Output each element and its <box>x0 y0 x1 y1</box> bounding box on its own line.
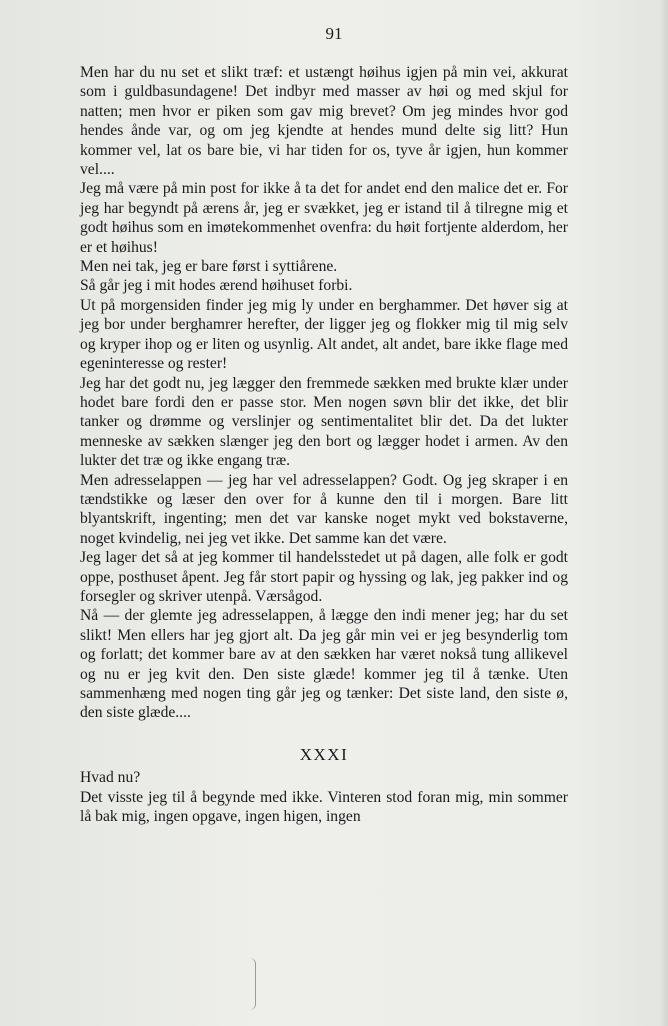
paragraph: Jeg lager det så at jeg kommer til handelsstedet ut på dagen, alle folk er godt oppe, posthuset åpent. Jeg får stort papir og hyssing og lak, jeg pakker ind og forsegler og skriver utenpå. Værsågod. <box>80 549 568 605</box>
paragraph: Ut på morgensiden finder jeg mig ly under en berghammer. Det høver sig at jeg bor under berghamrer herefter, der ligger jeg og flokker mig til mig selv og kryper ihop og er liten og usynlig. Alt andet, alt andet, bare ikke flage med egeninteresse og rester! <box>80 296 568 373</box>
paragraph: Det visste jeg til å begynde med ikke. Vinteren stod foran mig, min sommer lå bak mig, ingen opgave, ingen higen, ingen <box>80 788 568 826</box>
paragraph: Nå — der glemte jeg adresselappen, å lægge den indi mener jeg; har du set slikt! Men ellers har jeg gjort alt. Da jeg går min vei er jeg besynderlig tom og forlatt; det kommer bare av at den sækken har været nokså tung allikevel og nu er jeg kvit den. Den siste glæde! kommer jeg til å tænke. Uten sammenhæng med nogen ting går jeg og tænker: Det siste land, den siste ø, den siste glæde.... <box>80 607 568 722</box>
page-edge-shadow <box>660 0 668 1026</box>
page-tab-mark <box>250 958 256 1010</box>
paragraph: Jeg har det godt nu, jeg lægger den fremmede sækken med brukte klær under hodet bare fordi den er passe stor. Men nogen søvn blir det ikke, det blir tanker og drømme og verslinjer og sentimentalitet blir det. Da det lukter menneske av sækken slænger jeg den bort og lægger hodet i armen. Av den lukter det træ og ikke engang træ. <box>80 374 568 470</box>
paragraph: Hvad nu? <box>80 769 141 787</box>
paragraph: Men har du nu set et slikt træf: et ustængt høihus igjen på min vei, akkurat som i guldbasundagene! Det indbyr med masser av høi og med skjul for natten; men hvor er piken som gav mig brevet? Om jeg mindes hvor god hendes ånde var, og om jeg kjendte at hendes mund delte sig litt? Hun kommer vel, lat os bare bie, vi har tiden for os, tyve år igjen, hun kommer vel.... <box>80 64 568 179</box>
paragraph: Så går jeg i mit hodes ærend høihuset forbi. <box>80 277 353 295</box>
chapter-heading: XXXI <box>299 744 349 764</box>
paragraph: Jeg må være på min post for ikke å ta det for andet end den malice det er. For jeg har begyndt på ærens år, jeg er svækket, jeg er istand til å tilregne mig et godt høihus som en imøtekommenhet ovenfra: du høit fortjente alderdom, her er et høihus! <box>80 180 568 256</box>
body-text <box>80 63 568 826</box>
paragraph: Men nei tak, jeg er bare først i syttiårene. <box>80 258 338 276</box>
paragraph: Men adresselappen — jeg har vel adresselappen? Godt. Og jeg skraper i en tændstikke og læser den over for å kunne den til i morgen. Bare litt blyantskrift, ingenting; men det var kanske noget mykt ved bokstaverne, noget kvindelig, nei jeg vet ikke. Det samme kan det være. <box>80 471 568 547</box>
page-number: 91 <box>325 24 343 43</box>
